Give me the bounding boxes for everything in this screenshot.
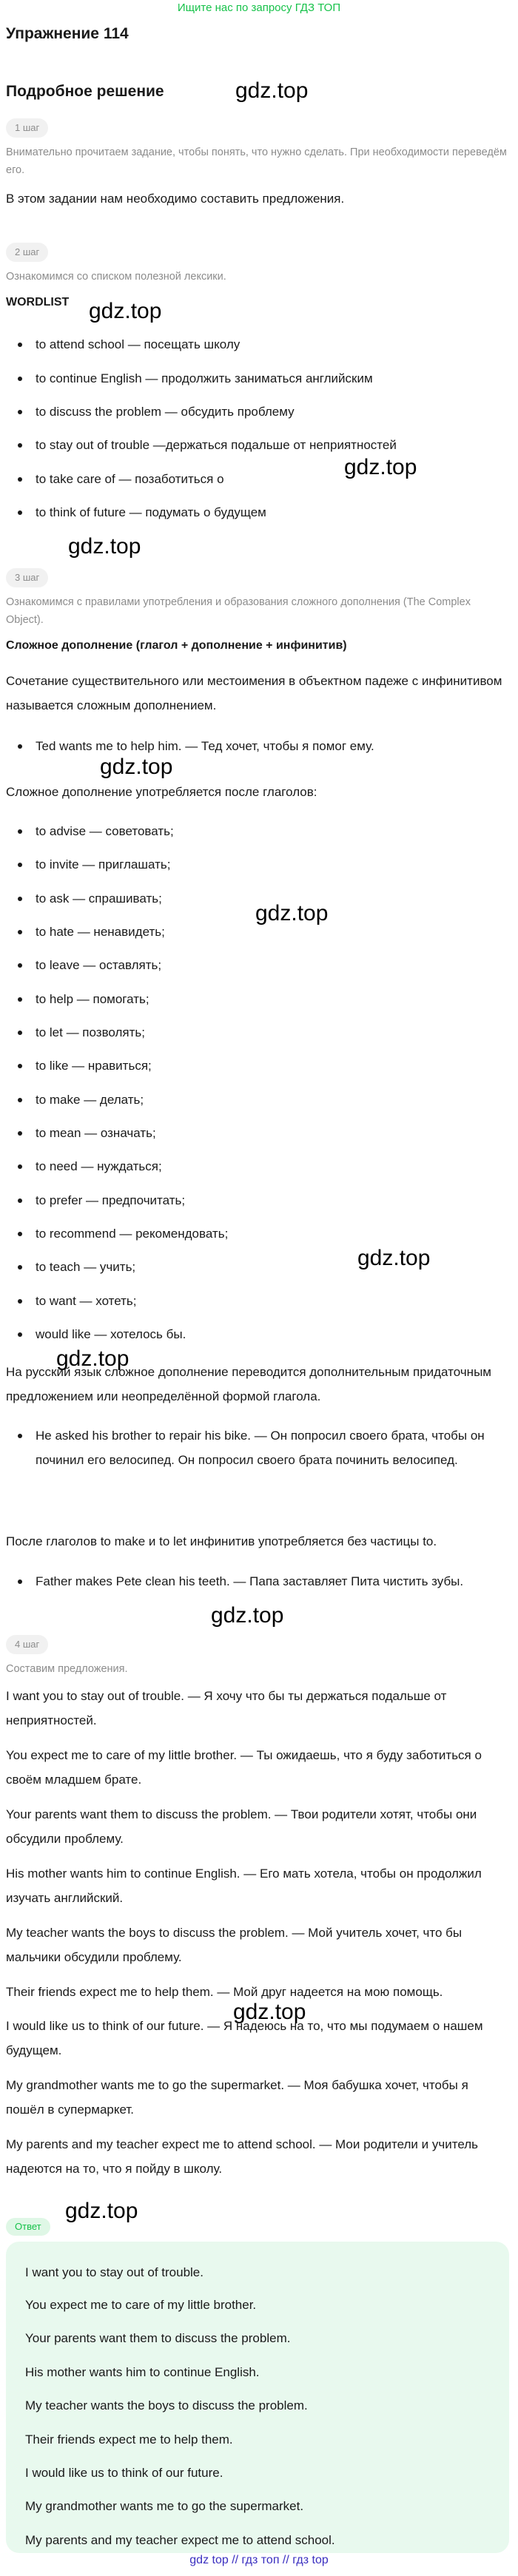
answer-line: Your parents want them to discuss the problem. xyxy=(25,2331,291,2345)
wordlist-item: to discuss the problem — обсудить проблему xyxy=(36,399,509,424)
step-note: Ознакомимся со списком полезной лексики. xyxy=(6,271,226,283)
verb-item: to prefer — предпочитать; xyxy=(36,1188,509,1213)
footer-links[interactable]: gdz top // гдз топ // гдз top xyxy=(189,2554,329,2566)
answer-line: My grandmother wants me to go the supermarket. xyxy=(25,2499,304,2513)
step-text: В этом задании нам необходимо составить предложения. xyxy=(6,192,345,206)
solution-title: Подробное решение xyxy=(6,83,164,100)
translation-note: На русский язык сложное дополнение переводится дополнительным придаточным предложением или неопределённой формой глагола. xyxy=(6,1365,491,1403)
sentence: My parents and my teacher expect me to attend school. — Мои родители и учитель надеются на то, что я пойду в школу. xyxy=(6,2137,478,2176)
verb-item: to need — нуждаться; xyxy=(36,1154,509,1179)
answer-line: You expect me to care of my little brother. xyxy=(25,2298,257,2312)
watermark: gdz.top xyxy=(100,755,173,779)
wordlist-item: to attend school — посещать школу xyxy=(36,332,509,357)
watermark: gdz.top xyxy=(56,1346,130,1371)
verb-item: to like — нравиться; xyxy=(36,1053,509,1078)
verb-item: to make — делать; xyxy=(36,1088,509,1112)
step-badge: 3 шаг xyxy=(6,568,48,587)
watermark: gdz.top xyxy=(255,901,329,925)
watermark: gdz.top xyxy=(344,455,417,479)
verb-item: to help — помогать; xyxy=(36,987,509,1011)
watermark: gdz.top xyxy=(211,1603,284,1628)
watermark: gdz.top xyxy=(65,2199,138,2223)
watermark: gdz.top xyxy=(68,534,141,559)
rule-title: Сложное дополнение (глагол + дополнение + инфинитив) xyxy=(6,639,347,652)
sentence: Your parents want them to discuss the problem. — Твои родители хотят, чтобы они обсудили проблему. xyxy=(6,1807,477,1846)
wordlist-item: to think of future — подумать о будущем xyxy=(36,500,509,525)
watermark: gdz.top xyxy=(357,1246,431,1270)
step-note: Внимательно прочитаем задание, чтобы понять, что нужно сделать. При необходимости переведём его. xyxy=(6,146,507,176)
sentence: My teacher wants the boys to discuss the problem. — Мой учитель хочет, что бы мальчики обсудили проблему. xyxy=(6,1926,462,1964)
sentence: You expect me to care of my little brother. — Ты ожидаешь, что я буду заботиться о своём младшем брате. xyxy=(6,1748,482,1787)
sentence: Their friends expect me to help them. — Мой друг надеется на мою помощь. xyxy=(6,1985,443,1999)
answer-badge: Ответ xyxy=(6,2218,50,2236)
answer-line: My parents and my teacher expect me to attend school. xyxy=(25,2533,335,2547)
example-item: Father makes Pete clean his teeth. — Папа заставляет Пита чистить зубы. xyxy=(36,1569,509,1594)
verb-item: to want — хотеть; xyxy=(36,1289,509,1313)
watermark: gdz.top xyxy=(235,78,309,103)
verb-item: to let — позволять; xyxy=(36,1020,509,1045)
verb-item: to hate — ненавидеть; xyxy=(36,920,509,944)
wordlist-item: to continue English — продолжить заниматься английским xyxy=(36,366,509,391)
step-badge: 4 шаг xyxy=(6,1635,48,1654)
example-item: Ted wants me to help him. — Тед хочет, чтобы я помог ему. xyxy=(36,734,509,758)
answer-box xyxy=(6,2242,509,2553)
sentence: I want you to stay out of trouble. — Я хочу что бы ты держаться подальше от неприятностей. xyxy=(6,1689,447,1727)
watermark: gdz.top xyxy=(89,299,162,323)
make-let-note: После глаголов to make и to let инфинитив употребляется без частицы to. xyxy=(6,1534,437,1548)
verb-item: to leave — оставлять; xyxy=(36,953,509,977)
step-note: Составим предложения. xyxy=(6,1663,128,1675)
sentence: I would like us to think of our future. — Я надеюсь на то, что мы подумаем о нашем будущем. xyxy=(6,2019,483,2057)
exercise-title: Упражнение 114 xyxy=(6,25,129,42)
verb-item: to recommend — рекомендовать; xyxy=(36,1221,509,1246)
step-badge: 2 шаг xyxy=(6,243,48,262)
answer-line: I want you to stay out of trouble. xyxy=(25,2265,204,2279)
step-note: Ознакомимся с правилами употребления и образования сложного дополнения (The Complex Object). xyxy=(6,596,471,626)
rule-intro: Сочетание существительного или местоимения в объектном падеже с инфинитивом называется сложным дополнением. xyxy=(6,674,502,712)
verbs-intro: Сложное дополнение употребляется после глаголов: xyxy=(6,785,317,799)
search-banner[interactable]: Ищите нас по запросу ГДЗ ТОП xyxy=(177,1,341,14)
example-item: He asked his brother to repair his bike. — Он попросил своего брата, чтобы он починил его велосипед. Он попросил своего брата починить велосипед. xyxy=(36,1423,509,1472)
answer-line: His mother wants him to continue English. xyxy=(25,2365,260,2379)
verb-item: would like — хотелось бы. xyxy=(36,1322,509,1346)
sentence: My grandmother wants me to go the supermarket. — Моя бабушка хочет, чтобы я пошёл в супермаркет. xyxy=(6,2078,468,2117)
answer-line: I would like us to think of our future. xyxy=(25,2466,223,2480)
verb-item: to advise — советовать; xyxy=(36,819,509,843)
wordlist-item: to stay out of trouble —держаться подальше от неприятностей xyxy=(36,433,509,457)
verb-item: to mean — означать; xyxy=(36,1121,509,1145)
verb-item: to invite — приглашать; xyxy=(36,852,509,877)
wordlist-label: WORDLIST xyxy=(6,296,70,308)
answer-line: Their friends expect me to help them. xyxy=(25,2432,233,2447)
watermark: gdz.top xyxy=(233,2000,306,2024)
verb-item: to ask — спрашивать; xyxy=(36,886,509,911)
verb-item: to teach — учить; xyxy=(36,1255,509,1279)
step-badge: 1 шаг xyxy=(6,118,48,138)
wordlist-item: to take care of — позаботиться о xyxy=(36,467,509,491)
sentence: His mother wants him to continue English. — Его мать хотела, чтобы он продолжил изучать английский. xyxy=(6,1867,482,1905)
answer-line: My teacher wants the boys to discuss the problem. xyxy=(25,2398,308,2413)
